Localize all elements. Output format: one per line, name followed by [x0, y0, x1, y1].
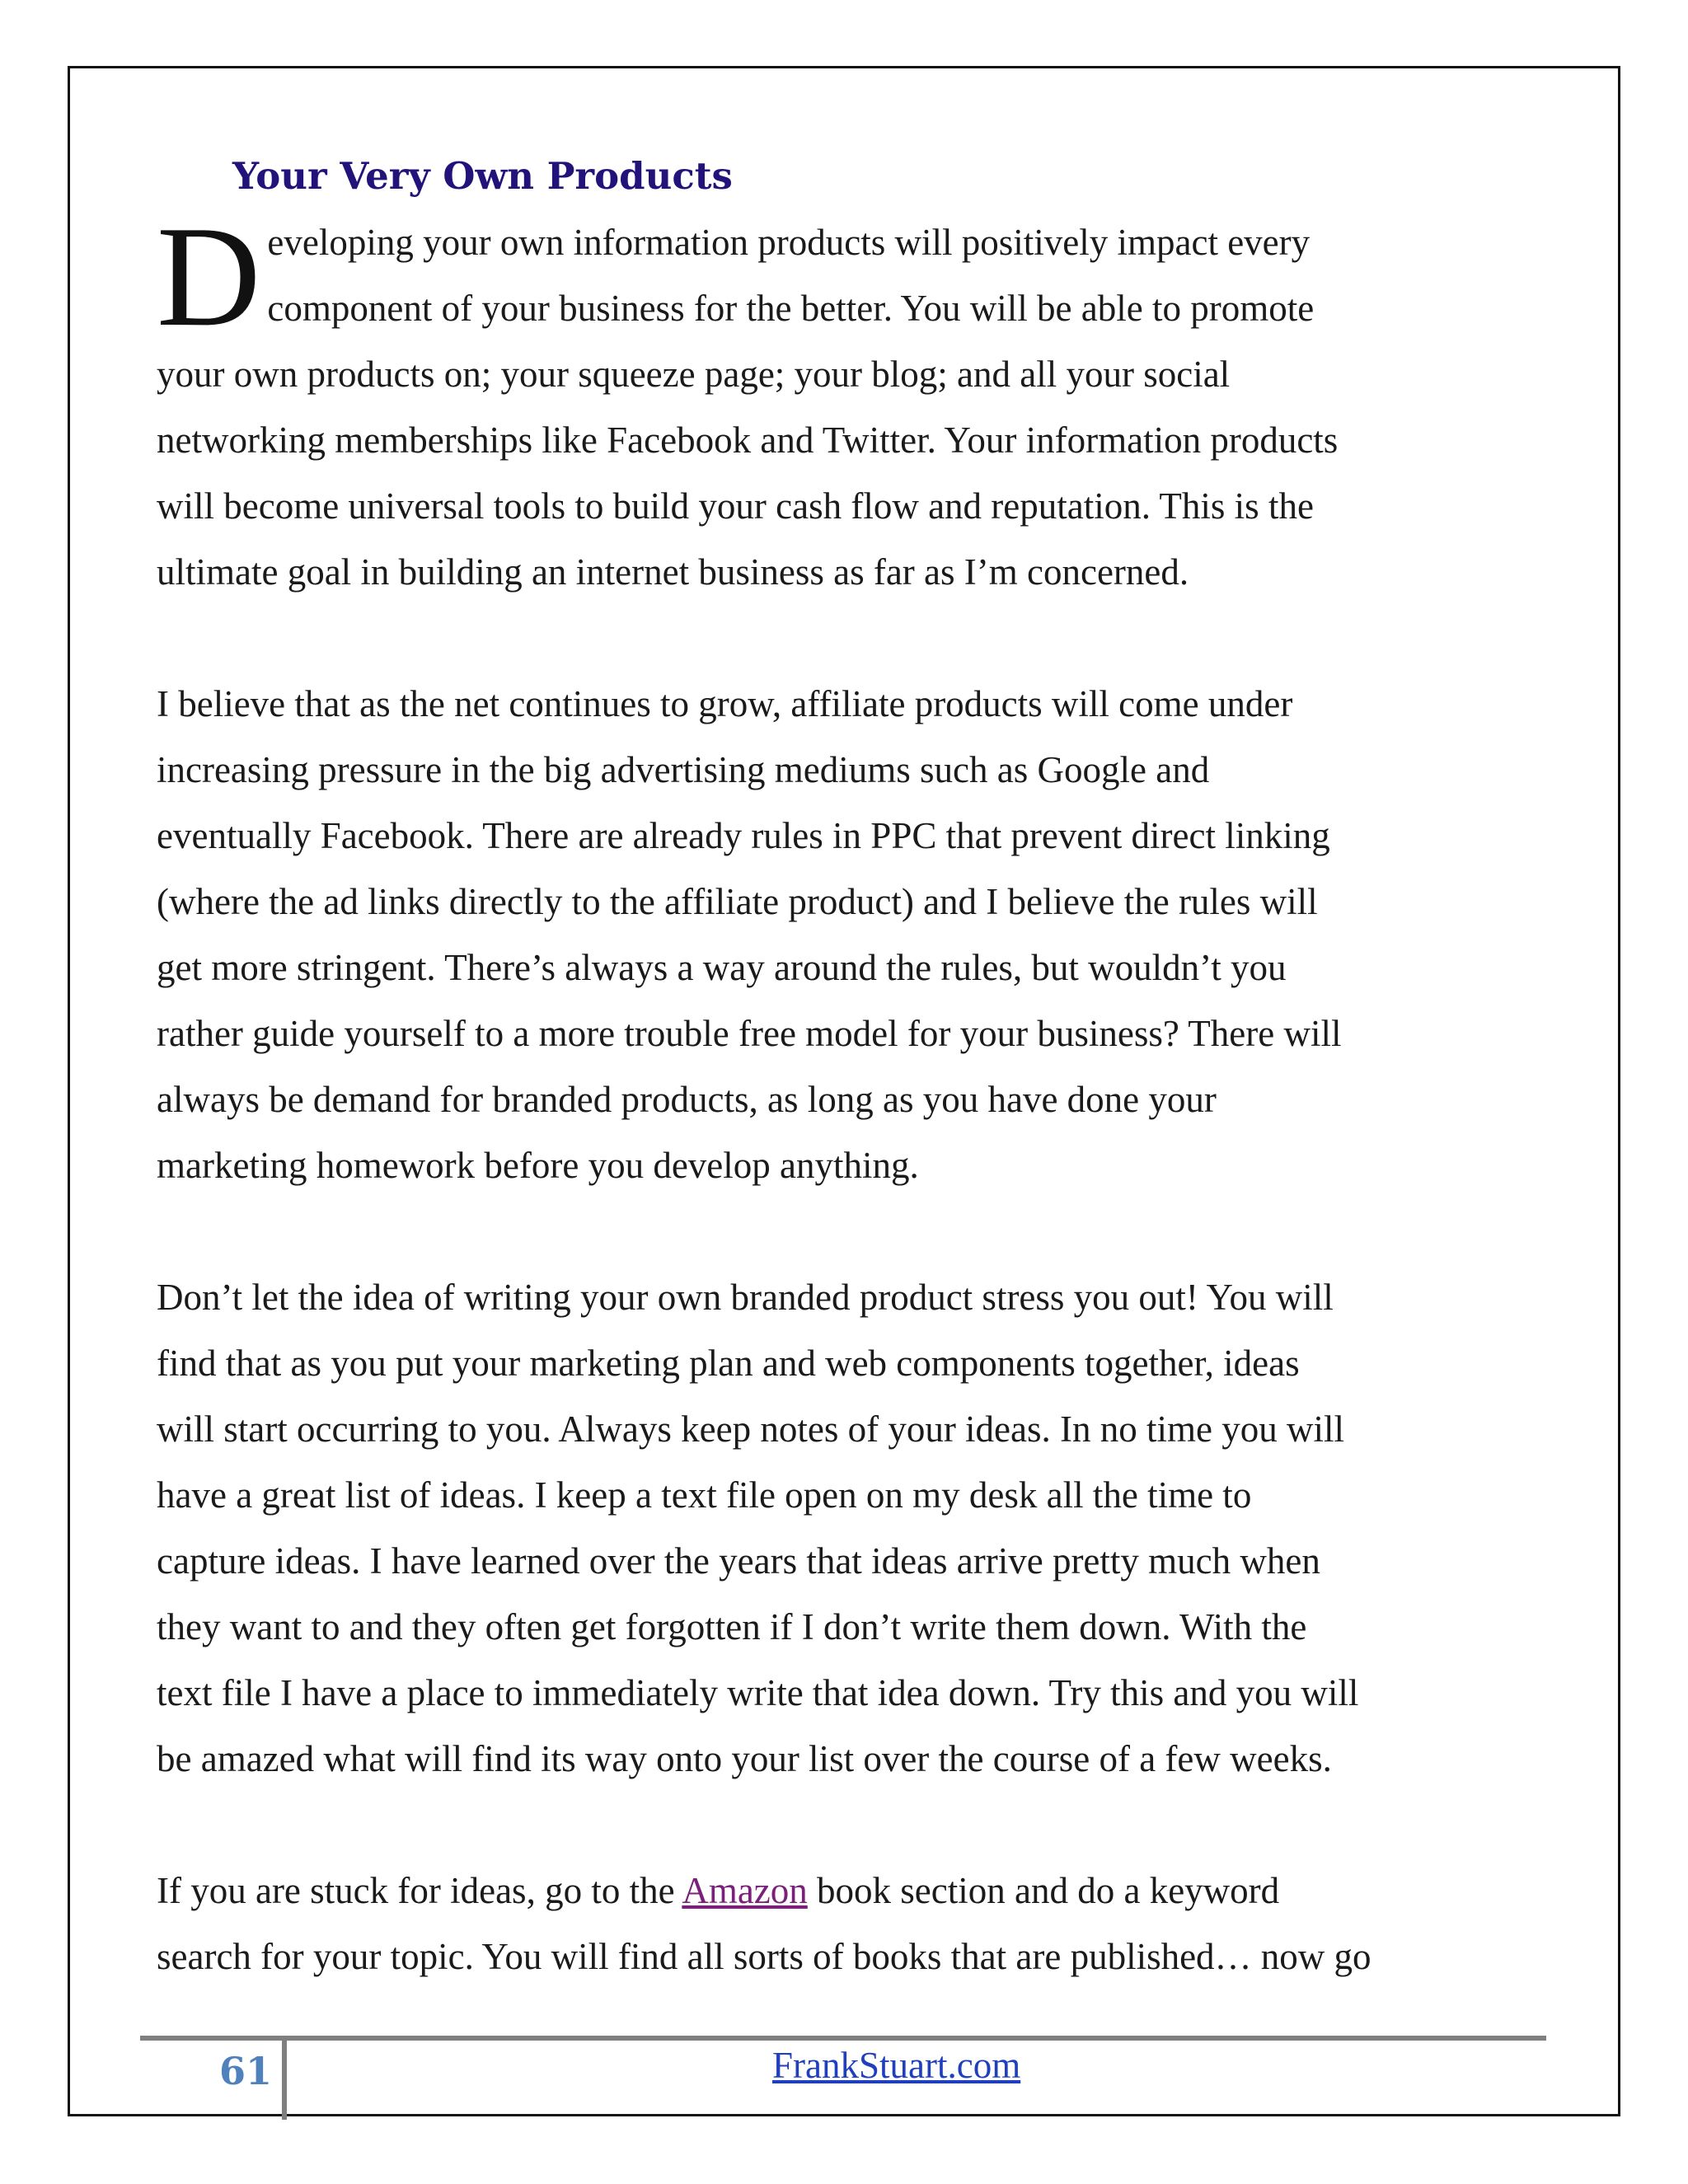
paragraph-ideas [157, 1264, 1533, 1792]
text-line: I believe that as the net continues to grow, affiliate products will come under [157, 683, 1293, 724]
text-line: Don’t let the idea of writing your own branded product stress you out! You will [157, 1277, 1334, 1318]
text-line: have a great list of ideas. I keep a text file open on my desk all the time to [157, 1474, 1252, 1516]
text-line: networking memberships like Facebook and Twitter. Your information products [157, 419, 1339, 461]
footer-site-link[interactable]: FrankStuart.com [772, 2045, 1021, 2086]
footer-divider [282, 2041, 287, 2120]
drop-cap: D [157, 196, 261, 356]
amazon-link[interactable]: Amazon [682, 1870, 808, 1911]
text-line: will become universal tools to build your cash flow and reputation. This is the [157, 485, 1314, 527]
text-line: eveloping your own information products will positively impact every [267, 222, 1311, 263]
text-line [157, 1858, 1533, 1924]
text-line: they want to and they often get forgotten if I don’t write them down. With the [157, 1606, 1307, 1647]
paragraph-amazon [157, 1858, 1533, 1990]
text-line: component of your business for the better. You will be able to promote [267, 288, 1315, 329]
paragraph-affiliate [157, 671, 1533, 1198]
text-line: always be demand for branded products, as long as you have done your [157, 1079, 1217, 1120]
page-content [157, 148, 1533, 2055]
text-segment: book section and do a keyword [807, 1870, 1280, 1911]
page-number: 61 [219, 2049, 273, 2093]
text-line: capture ideas. I have learned over the years that ideas arrive pretty much when [157, 1540, 1320, 1582]
text-line: marketing homework before you develop anything. [157, 1145, 919, 1186]
text-line: rather guide yourself to a more trouble free model for your business? There will [157, 1013, 1342, 1054]
paragraph-intro [157, 196, 1533, 605]
text-line: find that as you put your marketing plan and web components together, ideas [157, 1343, 1300, 1384]
text-segment: If you are stuck for ideas, go to the [157, 1870, 682, 1911]
text-line: eventually Facebook. There are already rules in PPC that prevent direct linking [157, 815, 1330, 856]
text-line: be amazed what will find its way onto your list over the course of a few weeks. [157, 1738, 1332, 1779]
text-line: increasing pressure in the big advertising mediums such as Google and [157, 749, 1210, 790]
text-line: (where the ad links directly to the affiliate product) and I believe the rules will [157, 881, 1318, 922]
text-line: ultimate goal in building an internet business as far as I’m concerned. [157, 551, 1189, 593]
text-line: text file I have a place to immediately write that idea down. Try this and you will [157, 1672, 1359, 1713]
section-heading: Your Very Own Products [232, 154, 733, 198]
text-line: search for your topic. You will find all sorts of books that are published… now go [157, 1936, 1372, 1977]
text-line: your own products on; your squeeze page; your blog; and all your social [157, 354, 1231, 395]
text-line: will start occurring to you. Always keep notes of your ideas. In no time you will [157, 1408, 1344, 1450]
text-line: get more stringent. There’s always a way around the rules, but wouldn’t you [157, 947, 1287, 988]
